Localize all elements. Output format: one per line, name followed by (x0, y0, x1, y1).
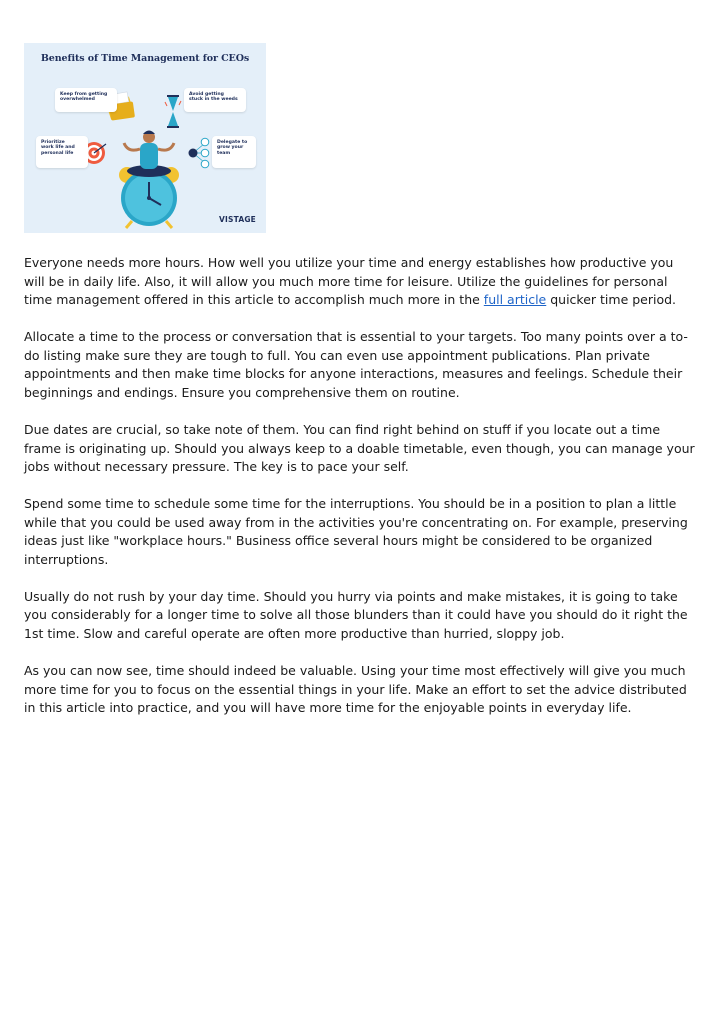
article-body (24, 254, 696, 736)
paragraph-2: Allocate a time to the process or conversation that is essential to your targets. Too many points over a to-do listing make sure they are tough to full. You can even use appointment publications. Plan private appointments and then make time blocks for anyone interactions, measures and feelings. Schedule their beginnings and endings. Ensure you comprehensive them on routine. (24, 329, 688, 400)
card-line: grow your (217, 145, 244, 151)
paragraph-4: Spend some time to schedule some time for the interruptions. You should be in a position to plan a little while that you could be used away from in the activities you're concentrating on. For example, preserving ideas just like "workplace hours." Business office several hours might be considered to be organized interruptions. (24, 496, 688, 567)
card-line: overwhelmed (60, 97, 95, 103)
infographic-title: Benefits of Time Management for CEOs (40, 53, 250, 64)
meditating-person-icon (124, 131, 174, 178)
card-line: work life and (41, 145, 75, 151)
card-prioritize (36, 136, 88, 168)
team-network-icon (189, 138, 209, 168)
card-avoid-weeds (184, 88, 246, 112)
paragraph-5: Usually do not rush by your day time. Should you hurry via points and make mistakes, it is going to take you considerably for a longer time to solve all those blunders than it could have you should do it right the 1st time. Slow and careful operate are often more productive than hurried, sloppy job. (24, 588, 688, 642)
paragraph-3: Due dates are crucial, so take note of them. You can find right behind on stuff if you locate out a time frame is originating up. Should you always keep to a doable timetable, even though, you can manage your jobs without necessary pressure. The key is to pace your self. (24, 421, 695, 475)
paragraph-1 (24, 254, 696, 310)
card-line: Delegate to (217, 140, 248, 145)
infographic (24, 43, 266, 233)
card-line: Prioritize (41, 140, 65, 145)
card-line: Avoid getting (189, 92, 224, 97)
card-line: personal life (41, 150, 74, 156)
brand-logo: VISTAGE (218, 215, 256, 224)
paragraph-6: As you can now see, time should indeed be valuable. Using your time most effectively will give you much more time for you to focus on the essential things in your life. Make an effort to set the advice distributed in this article into practice, and you will have more time for the enjoyable points in everyday life. (24, 663, 687, 716)
card-line: Keep from getting (60, 92, 108, 97)
paragraph-1-after: quicker time period. (546, 292, 677, 308)
full-article-link[interactable]: full article (483, 292, 547, 308)
card-delegate (212, 136, 256, 168)
hourglass-icon (165, 95, 181, 128)
card-line: stuck in the weeds (189, 97, 238, 103)
card-line: team (217, 150, 231, 156)
card-keep-from-overwhelmed (55, 88, 117, 112)
paragraph-1-before: Everyone needs more hours. How well you utilize your time and energy establishes how productive you will be in daily life. Also, it will allow you much more time for leisure. Utilize the guidelines for personal time management offered in this article to accomplish much more in the (24, 255, 674, 308)
